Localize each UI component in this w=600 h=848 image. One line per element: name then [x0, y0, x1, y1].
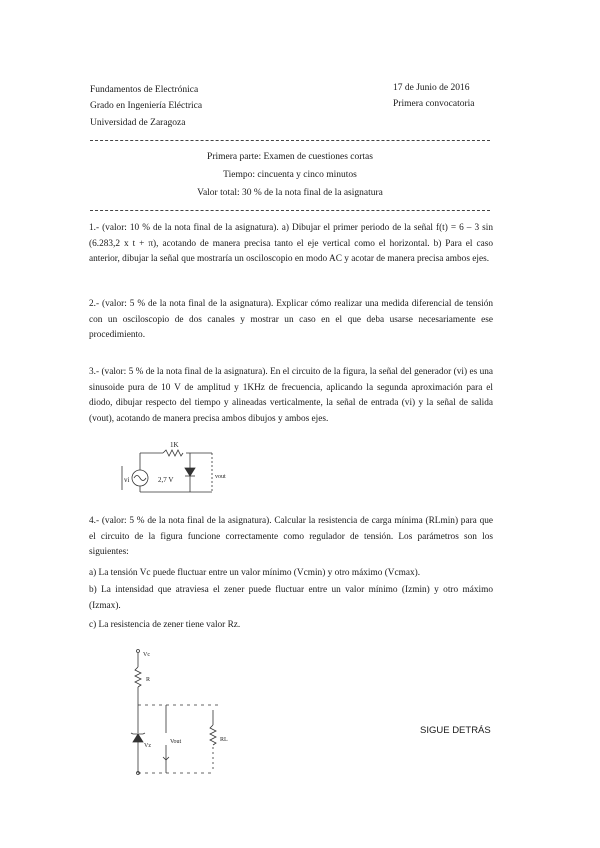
question-2: 2.- (valor: 5 % de la nota final de la asignatura). Explicar cómo realizar una medida diferencial de tensión con un osciloscopio de dos canales y mostrar un caso en el que deba usarse necesariamente ese procedimiento.: [89, 299, 493, 341]
question-3: 3.- (valor: 5 % de la nota final de la asignatura). En el circuito de la figura, la señal del generador (vi) es una sinusoide pura de 10 V de amplitud y 1KHz de frecuencia, aplicando la segunda aproximación para el diodo, dibujar respecto del tiempo y alineadas verticalmente, la señal de entrada (vi) y la señal de salida (vout), acotando de manera precisa ambos dibujos y ambos ejes.: [89, 367, 493, 424]
top-divider: [90, 140, 490, 141]
exam-part-title: Primera parte: Examen de cuestiones cortas: [207, 152, 373, 162]
question-4-b: b) La intensidad que atraviesa el zener puede fluctuar entre un valor mínimo (Izmin) y otro máximo (Izmax).: [89, 585, 493, 611]
source-label: vi: [124, 476, 130, 484]
question-4-intro: 4.- (valor: 5 % de la nota final de la asignatura). Calcular la resistencia de carga mínima (RLmin) para que el circuito de la figura funcione correctamente como regulador de tensión. Los parámetros son los siguientes:: [89, 516, 493, 558]
diode-symbol: [185, 468, 195, 476]
terminal: [137, 650, 140, 653]
vout-label: Vout: [170, 739, 182, 745]
degree-name: Grado en Ingeniería Eléctrica: [90, 101, 203, 111]
bottom-divider: [90, 210, 490, 211]
question-4-c: c) La resistencia de zener tiene valor Rz.: [89, 620, 241, 630]
zener-diode-symbol: [133, 734, 143, 742]
exam-date: 17 de Junio de 2016: [393, 83, 470, 93]
resistor-symbol: [163, 450, 183, 456]
question-1: 1.- (valor: 10 % de la nota final de la asignatura). a) Dibujar el primer periodo de la señal f(t) = 6 – 3 sin (6.283,2 x t + π), acotando de manera precisa tanto el eje vertical como el horizontal. b) Para el caso anterior, dibujar la señal que mostraría un osciloscopio en modo AC y acotar de manera precisa ambos ejes.: [89, 223, 493, 265]
diode-circuit-figure: [118, 438, 233, 500]
load-resistor-label: RL: [220, 737, 228, 743]
university-name: Universidad de Zaragoza: [90, 118, 186, 128]
subject-name: Fundamentos de Electrónica: [90, 85, 199, 95]
exam-value: Valor total: 30 % de la nota final de la asignatura: [197, 188, 383, 198]
resistor-symbol: [135, 667, 141, 687]
exam-call: Primera convocatoria: [393, 99, 475, 109]
series-resistor-label: R: [146, 677, 151, 683]
diode-voltage-label: 2,7 V: [158, 476, 174, 484]
vz-label: Vz: [144, 743, 151, 749]
load-resistor-symbol: [210, 725, 216, 745]
output-label: vout: [215, 474, 226, 480]
question-4-a: a) La tensión Vc puede fluctuar entre un valor mínimo (Vcmin) y otro máximo (Vcmax).: [89, 568, 421, 578]
continue-overleaf: SIGUE DETRÁS: [420, 725, 491, 736]
vc-label: Vc: [143, 652, 150, 658]
exam-time: Tiempo: cincuenta y cinco minutos: [223, 170, 357, 180]
sine-wave-icon: [134, 476, 146, 481]
zener-regulator-figure: [118, 645, 238, 780]
resistor-label: 1K: [170, 441, 179, 449]
